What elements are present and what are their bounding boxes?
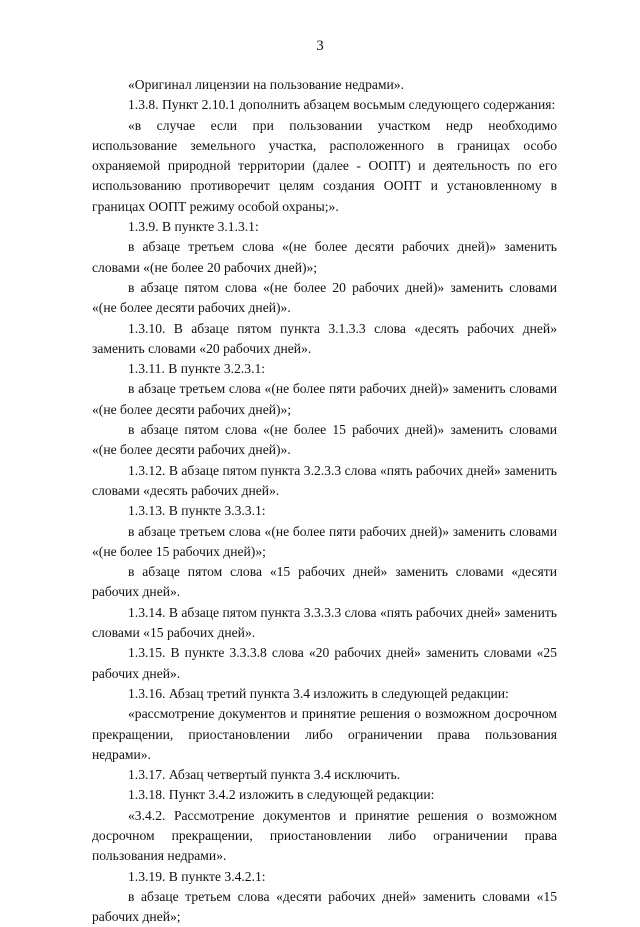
paragraph: 1.3.17. Абзац четвертый пункта 3.4 исключить. [128, 767, 401, 783]
paragraph: 1.3.15. В пункте 3.3.3.8 слова «20 рабочих дней» заменить словами «25 рабочих дней». [92, 645, 557, 681]
paragraph: 1.3.10. В абзаце пятом пункта 3.1.3.3 слова «десять рабочих дней» заменить словами «20 рабочих дней». [92, 320, 557, 356]
page-number: 3 [316, 38, 324, 54]
paragraph: в абзаце пятом слова «(не более 15 рабочих дней)» заменить словами «(не более десяти рабочих дней)». [92, 422, 557, 458]
paragraph: 1.3.19. В пункте 3.4.2.1: [128, 868, 266, 884]
paragraph: 1.3.18. Пункт 3.4.2 изложить в следующей редакции: [128, 787, 435, 803]
paragraph: «в случае если при пользовании участком недр необходимо использование земельного участка, расположенного в границах особо охраняемой природной территории (далее - ООПТ) и деятельность по его использованию противоречит целям создания ООПТ и установленному в границах ООПТ режиму особой охраны;». [92, 117, 557, 214]
paragraph: в абзаце третьем слова «(не более десяти рабочих дней)» заменить словами «(не более 20 рабочих дней)»; [92, 239, 557, 275]
paragraph: в абзаце третьем слова «(не более пяти рабочих дней)» заменить словами «(не более десяти рабочих дней)»; [92, 381, 557, 417]
paragraph: 1.3.16. Абзац третий пункта 3.4 изложить в следующей редакции: [128, 685, 509, 701]
paragraph: 1.3.8. Пункт 2.10.1 дополнить абзацем восьмым следующего содержания: [128, 97, 556, 113]
paragraph: «3.4.2. Рассмотрение документов и принятие решения о возможном досрочном прекращении, приостановлении либо ограничении права пользования недрами». [92, 807, 557, 864]
paragraph: в абзаце третьем слова «десяти рабочих дней» заменить словами «15 рабочих дней»; [92, 888, 557, 925]
paragraph: в абзаце пятом слова «15 рабочих дней» заменить словами «десяти рабочих дней». [92, 564, 557, 600]
paragraph: 1.3.11. В пункте 3.2.3.1: [128, 361, 266, 377]
paragraph: «рассмотрение документов и принятие решения о возможном досрочном прекращении, приостановлении либо ограничении права пользования недрами». [92, 706, 557, 762]
document-body [92, 75, 557, 927]
paragraph: 1.3.13. В пункте 3.3.3.1: [128, 503, 266, 519]
paragraph: в абзаце пятом слова «(не более 20 рабочих дней)» заменить словами «(не более десяти рабочих дней)». [92, 279, 557, 316]
paragraph: в абзаце третьем слова «(не более пяти рабочих дней)» заменить словами «(не более 15 рабочих дней)»; [92, 523, 557, 559]
paragraph: 1.3.9. В пункте 3.1.3.1: [128, 219, 259, 235]
paragraph: 1.3.12. В абзаце пятом пункта 3.2.3.3 слова «пять рабочих дней» заменить словами «десять рабочих дней». [92, 462, 557, 498]
paragraph: 1.3.14. В абзаце пятом пункта 3.3.3.3 слова «пять рабочих дней» заменить словами «15 рабочих дней». [92, 604, 557, 641]
paragraph: «Оригинал лицензии на пользование недрами». [128, 77, 404, 92]
